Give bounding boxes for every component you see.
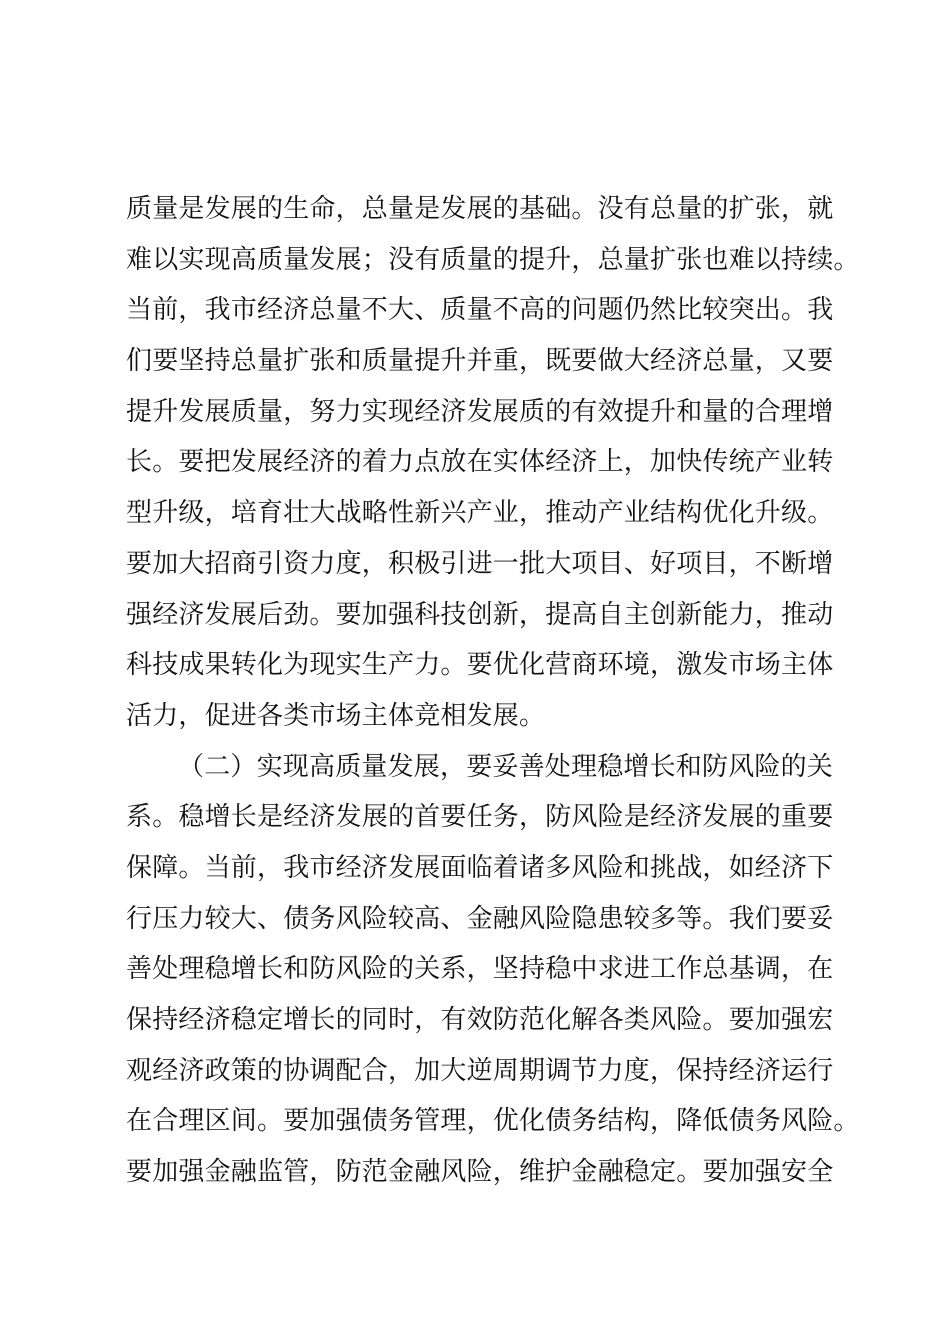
text-line: 在合理区间。要加强债务管理，优化债务结构，降低债务风险。 xyxy=(126,1106,860,1137)
text-line: 善处理稳增长和防风险的关系，坚持稳中求进工作总基调，在 xyxy=(126,954,834,985)
text-line: 型升级，培育壮大战略性新兴产业，推动产业结构优化升级。 xyxy=(126,498,834,529)
text-line: 当前，我市经济总量不大、质量不高的问题仍然比较突出。我 xyxy=(126,295,834,326)
text-line: 提升发展质量，努力实现经济发展质的有效提升和量的合理增 xyxy=(126,396,834,427)
body-text xyxy=(126,184,860,1198)
text-line: 要加大招商引资力度，积极引进一批大项目、好项目，不断增 xyxy=(126,548,834,579)
section-heading-line: （二）实现高质量发展，要妥善处理稳增长和防风险的关 xyxy=(178,751,834,782)
text-line: 难以实现高质量发展；没有质量的提升，总量扩张也难以持续。 xyxy=(126,244,860,275)
text-line: 长。要把发展经济的着力点放在实体经济上，加快传统产业转 xyxy=(126,447,834,478)
text-line: 行压力较大、债务风险较高、金融风险隐患较多等。我们要妥 xyxy=(126,903,834,934)
text-line: 观经济政策的协调配合，加大逆周期调节力度，保持经济运行 xyxy=(126,1055,834,1086)
text-line: 要加强金融监管，防范金融风险，维护金融稳定。要加强安全 xyxy=(126,1157,834,1188)
text-line: 强经济发展后劲。要加强科技创新，提高自主创新能力，推动 xyxy=(126,599,834,630)
text-line: 质量是发展的生命，总量是发展的基础。没有总量的扩张，就 xyxy=(126,194,834,224)
text-line: 保持经济稳定增长的同时，有效防范化解各类风险。要加强宏 xyxy=(126,1005,834,1035)
text-line: 科技成果转化为现实生产力。要优化营商环境，激发市场主体 xyxy=(126,650,834,681)
text-line: 活力，促进各类市场主体竞相发展。 xyxy=(126,700,546,731)
text-line: 们要坚持总量扩张和质量提升并重，既要做大经济总量，又要 xyxy=(126,346,834,377)
text-line: 系。稳增长是经济发展的首要任务，防风险是经济发展的重要 xyxy=(126,802,834,833)
text-line: 保障。当前，我市经济发展面临着诸多风险和挑战，如经济下 xyxy=(126,852,834,883)
